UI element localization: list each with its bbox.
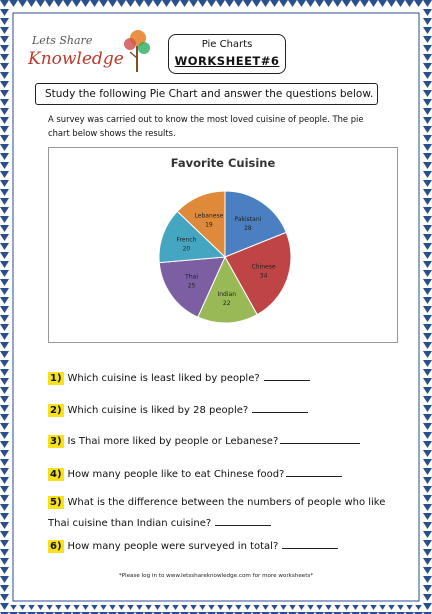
- chart-title: Favorite Cuisine: [170, 156, 276, 170]
- worksheet-title-box: [168, 34, 286, 74]
- pie-chart: [49, 148, 399, 344]
- answer-blank[interactable]: [286, 466, 342, 477]
- question-5: [48, 496, 385, 510]
- question-text: Is Thai more liked by people or Lebanese?: [67, 436, 279, 447]
- answer-blank[interactable]: [264, 370, 310, 381]
- slice-label-thai: Thai: [185, 273, 198, 281]
- slice-label-french: French: [176, 236, 197, 244]
- question-3: [48, 433, 360, 449]
- question-5-continued: [48, 515, 271, 531]
- answer-blank[interactable]: [282, 538, 338, 549]
- instruction-box: Study the following Pie Chart and answer the questions below.: [35, 83, 378, 105]
- footer-note: *Please log in to www.letsshareknowledge.com for more worksheets*: [118, 573, 314, 579]
- slice-label-lebanese: Lebanese: [194, 212, 224, 220]
- question-number: 3): [50, 436, 62, 447]
- question-text-continued: Thai cuisine than Indian cuisine?: [48, 518, 212, 529]
- slice-value-french: 20: [182, 245, 191, 253]
- slice-value-indian: 22: [222, 299, 231, 307]
- question-text: Which cuisine is least liked by people?: [67, 373, 260, 384]
- answer-blank[interactable]: [280, 433, 360, 444]
- slice-value-lebanese: 19: [205, 221, 213, 229]
- answer-blank[interactable]: [215, 515, 271, 526]
- question-number: 6): [50, 541, 62, 552]
- slice-value-thai: 25: [187, 282, 196, 290]
- question-number: 4): [50, 469, 62, 480]
- question-text: Which cuisine is liked by 28 people?: [67, 405, 249, 416]
- question-1: [48, 370, 310, 386]
- logo-text-top: Lets Share: [32, 34, 93, 47]
- question-number: 2): [50, 405, 62, 416]
- question-text: How many people were surveyed in total?: [67, 541, 279, 552]
- answer-blank[interactable]: [252, 402, 308, 413]
- question-text: What is the difference between the numbers of people who like: [67, 497, 386, 508]
- question-2: [48, 402, 308, 418]
- slice-value-pakistani: 28: [244, 225, 252, 233]
- question-text: How many people like to eat Chinese food?: [67, 469, 285, 480]
- logo-text-bottom: Knowledge: [28, 49, 124, 69]
- logo: [26, 24, 156, 84]
- question-4: [48, 466, 342, 482]
- worksheet-title: WORKSHEET#6: [174, 54, 280, 68]
- slice-label-pakistani: Pakistani: [234, 216, 262, 224]
- question-number: 5): [50, 497, 62, 508]
- worksheet-subtitle: Pie Charts: [201, 39, 253, 50]
- intro-text: A survey was carried out to know the most loved cuisine of people. The pie chart below shows the results.: [48, 114, 364, 138]
- question-6: [48, 538, 338, 554]
- slice-label-indian: Indian: [217, 290, 237, 298]
- question-number: 1): [50, 373, 62, 384]
- slice-value-chinese: 34: [259, 272, 268, 280]
- slice-label-chinese: Chinese: [251, 263, 276, 271]
- pie-chart-panel: [48, 147, 398, 343]
